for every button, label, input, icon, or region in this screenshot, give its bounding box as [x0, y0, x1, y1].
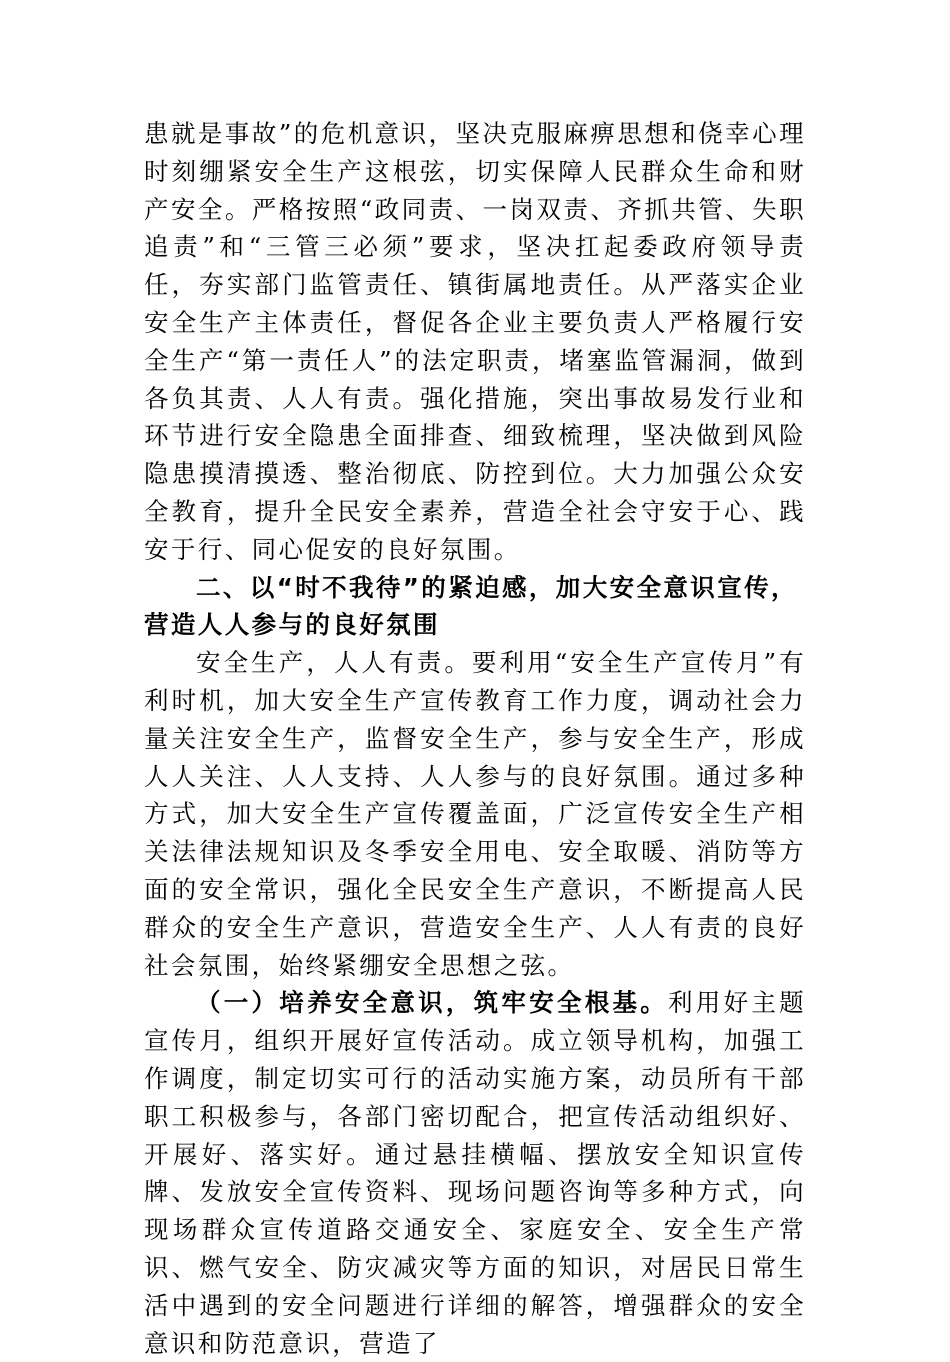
section-heading: 二、以“时不我待”的紧迫感，加大安全意识宣传，营造人人参与的良好氛围 — [144, 572, 798, 640]
paragraph-subsection — [144, 984, 806, 1362]
subsection-lead: （一）培养安全意识，筑牢安全根基。 — [196, 988, 669, 1018]
document-body — [144, 115, 806, 1362]
subsection-body: 利用好主题宣传月，组织开展好宣传活动。成立领导机构，加强工作调度，制定切实可行的活动实施方案，动员所有干部职工积极参与，各部门密切配合，把宣传活动组织好、开展好、落实好。通过悬挂横幅、摆放安全知识宣传牌、发放安全宣传资料、现场问题咨询等多种方式，向现场群众宣传道路交通安全、家庭安全、安全生产常识、燃气安全、防灾减灾等方面的知识，对居民日常生活中遇到的安全问题进行详细的解答，增强群众的安全意识和防范意识，营造了 — [144, 988, 806, 1358]
paragraph-body: 安全生产，人人有责。要利用“安全生产宣传月”有利时机，加大安全生产宣传教育工作力度，调动社会力量关注安全生产，监督安全生产，参与安全生产，形成人人关注、人人支持、人人参与的良好氛围。通过多种方式，加大安全生产宣传覆盖面，广泛宣传安全生产相关法律法规知识及冬季安全用电、安全取暖、消防等方面的安全常识，强化全民安全生产意识，不断提高人民群众的安全生产意识，营造安全生产、人人有责的良好社会氛围，始终紧绷安全思想之弦。 — [144, 648, 806, 980]
paragraph-continuation: 患就是事故”的危机意识，坚决克服麻痹思想和侥幸心理时刻绷紧安全生产这根弦，切实保障人民群众生命和财产安全。严格按照“政同责、一岗双责、齐抓共管、失职追责”和“三管三必须”要求，坚决扛起委政府领导责任，夯实部门监管责任、镇街属地责任。从严落实企业安全生产主体责任，督促各企业主要负责人严格履行安全生产“第一责任人”的法定职责，堵塞监管漏洞，做到各负其责、人人有责。强化措施，突出事故易发行业和环节进行安全隐患全面排查、细致梳理，坚决做到风险隐患摸清摸透、整治彻底、防控到位。大力加强公众安全教育，提升全民安全素养，营造全社会守安于心、践安于行、同心促安的良好氛围。 — [144, 119, 806, 564]
